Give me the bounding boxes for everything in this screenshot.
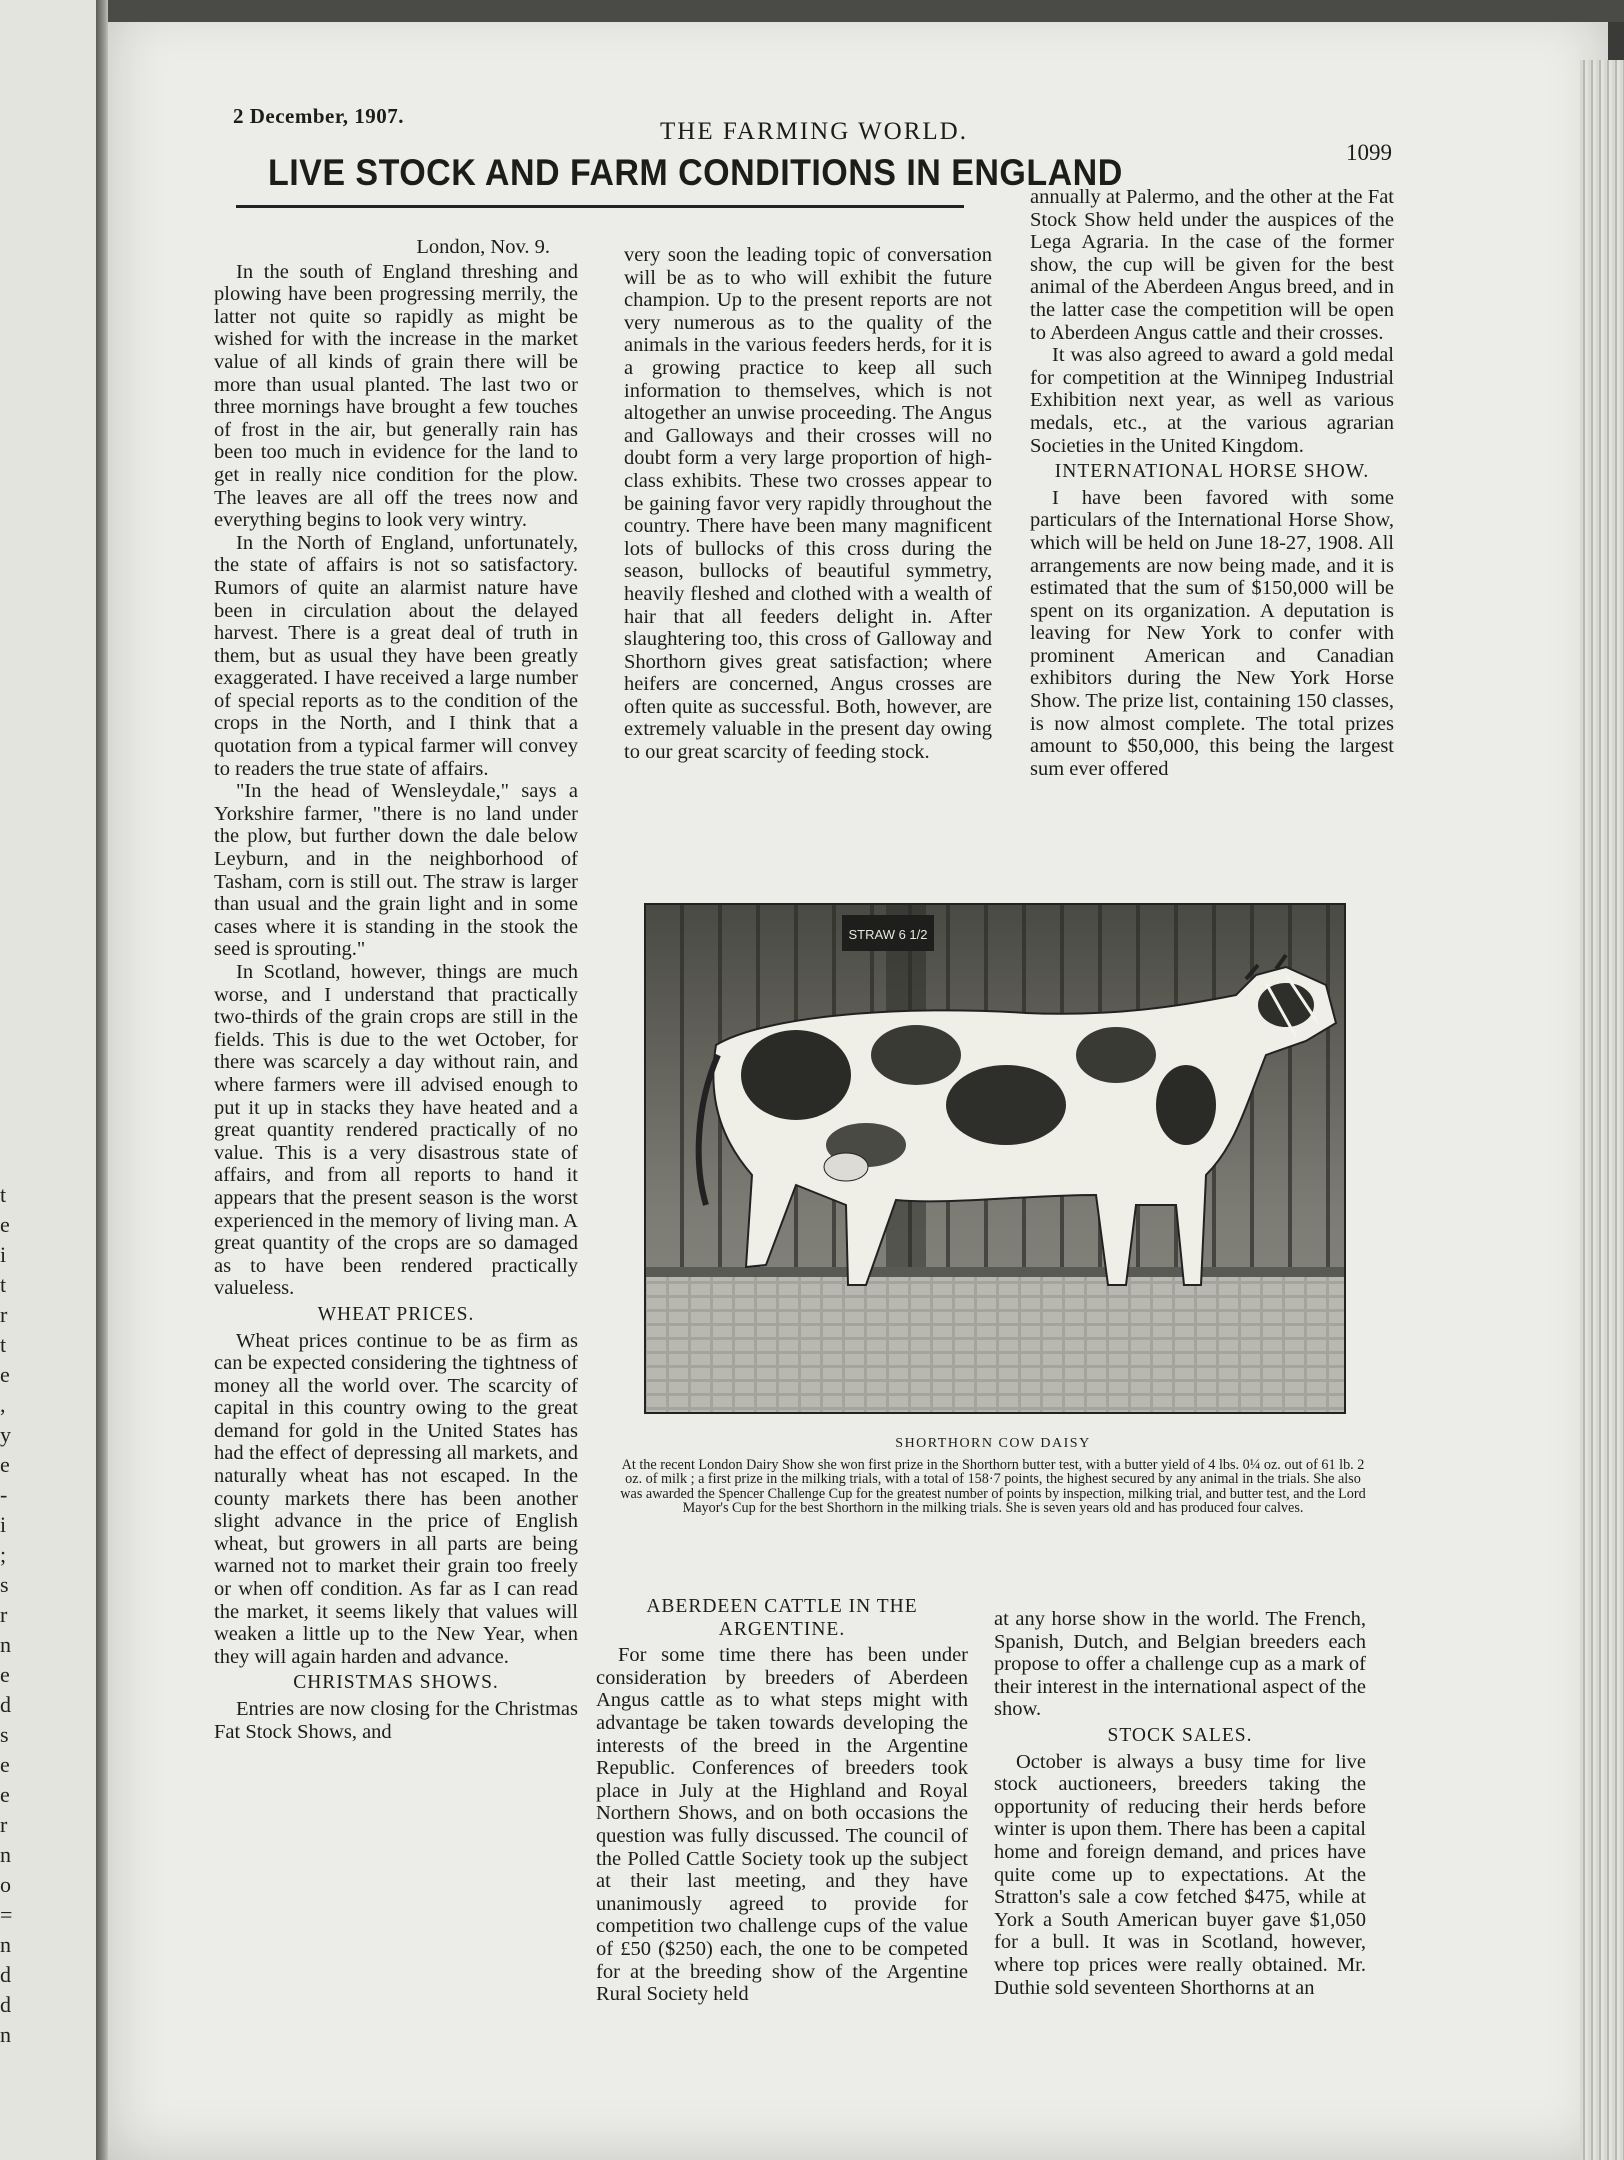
strip-letter: n: [0, 2022, 11, 2047]
strip-letter: y: [0, 1422, 11, 1447]
strip-letter: t: [0, 1272, 7, 1297]
strip-letter: s: [0, 1722, 9, 1747]
strip-letter: n: [0, 1842, 11, 1867]
photo-caption-title: SHORTHORN COW DAISY: [895, 1436, 1091, 1451]
strip-letter: i: [0, 1512, 7, 1537]
headline-rule: [236, 205, 964, 208]
strip-letter: ;: [0, 1542, 7, 1567]
paragraph: In the south of England threshing and plowing have been progressing merrily, the latter not quite so rapidly as might be wished for with the increase in the market value of all kinds of grain there will be more than usual planted. The last two or three mornings have brought a few touches of frost in the air, but generally rain has been too much in evidence for the land to get in really nice condition for the plow. The leaves are all off the trees now and everything begins to look very wintry.: [214, 260, 578, 532]
paragraph: For some time there has been under consideration by breeders of Aberdeen Angus cattle as to what steps might with advantage be taken towards developing the interests of the breed in the Argentine Republic. Conferences of breeders took place in July at the Highland and Royal Northern Shows, and on both occasions the question was fully discussed. The council of the Polled Cattle Society took up the subject at their last meeting, and they have unanimously agreed to provide for competition two challenge cups of the value of £50 ($250) each, the one to be competed for at the breeding show of the Argentine Rural Society held: [596, 1644, 968, 2006]
strip-letter: d: [0, 1692, 11, 1717]
strip-letter: n: [0, 1632, 11, 1657]
column-2-lower: [596, 1592, 968, 2006]
paragraph: In Scotland, however, things are much worse, and I understand that practically two-thirds of the grain crops are still in the fields. This is due to the wet October, for there was scarcely a day without rain, and where farmers were ill advised enough to put it up in stacks they have heated and a great quantity rendered practically of no value. This is a very disastrous state of affairs, and from all reports to hand it appears that the present season is the worst experienced in the memory of living man. A great quantity of the crops are so damaged as to have been rendered practically valueless.: [214, 961, 578, 1300]
column-2-upper: [624, 244, 992, 764]
publication-title: THE FARMING WORLD.: [660, 118, 968, 145]
paragraph: annually at Palermo, and the other at the Fat Stock Show held under the auspices of the Lega Agraria. In the case of the former show, the cup will be given for the best animal of the Aberdeen Angus breed, and in the latter case the competition will be open to Aberdeen Angus cattle and their crosses.: [1030, 186, 1394, 344]
previous-page-letters: [0, 1180, 30, 2050]
strip-letter: ,: [0, 1392, 6, 1417]
dateline: London, Nov. 9.: [416, 236, 550, 258]
page-number: 1099: [1346, 140, 1392, 165]
scan-top-edge: [108, 0, 1624, 22]
paragraph: Entries are now closing for the Christmas Fat Stock Shows, and: [214, 1698, 578, 1743]
strip-letter: e: [0, 1782, 10, 1807]
column-1: [214, 236, 578, 1743]
paragraph: I have been favored with some particulars of the International Horse Show, which will be held on June 18-27, 1908. All arrangements are now being made, and it is estimated that the sum of $150,000 will be spent on its organization. A deputation is leaving for New York to confer with prominent American and Canadian exhibitors during the New York Horse Show. The prize list, containing 150 classes, is now almost complete. The total prizes amount to $50,000, this being the largest sum ever offered: [1030, 486, 1394, 780]
paragraph: very soon the leading topic of conversation will be as to who will exhibit the future champion. Up to the present reports are not very numerous as to the quality of the animals in the various feeders herds, for it is a growing practice to keep all such information to themselves, which is not altogether an unwise proceeding. The Angus and Galloways and their crosses will no doubt form a very large proportion of high-class exhibits. These two crosses appear to be gaining favor very rapidly throughout the country. There have been many magnificent lots of bullocks of this cross during the season, bullocks of beautiful symmetry, heavily fleshed and clothed with a wealth of hair that all feeders delight in. After slaughtering too, this cross of Galloway and Shorthorn gives great satisfaction; where heifers are concerned, Angus crosses are often quite as successful. Both, however, are extremely valuable in the present day owing to our great scarcity of feeding stock.: [624, 244, 992, 764]
strip-letter: d: [0, 1992, 11, 2017]
strip-letter: r: [0, 1602, 8, 1627]
strip-letter: e: [0, 1212, 10, 1237]
strip-letter: n: [0, 1932, 11, 1957]
previous-page-strip: [0, 0, 108, 2160]
strip-letter: t: [0, 1182, 7, 1207]
strip-letter: t: [0, 1332, 7, 1357]
strip-letter: i: [0, 1242, 7, 1267]
paragraph: "In the head of Wensleydale," says a Yorkshire farmer, "there is no land under the plow, but further down the dale below Leyburn, and in the neighborhood of Tasham, corn is still out. The straw is larger than usual and the grain light and in some cases where it is standing in the stook the seed is sprouting.": [214, 780, 578, 961]
strip-letter: d: [0, 1962, 11, 1987]
strip-letter: s: [0, 1572, 9, 1597]
article-headline: LIVE STOCK AND FARM CONDITIONS IN ENGLAND: [268, 152, 1123, 193]
subheading-wheat-prices: WHEAT PRICES.: [317, 1303, 475, 1325]
stall-sign: STRAW 6 1/2: [848, 927, 928, 942]
column-3-upper: [1030, 186, 1394, 780]
paragraph: In the North of England, unfortunately, the state of affairs is not so satisfactory. Rumors of quite an alarmist nature have been in circulation about the delayed harvest. There is a great deal of truth in them, but as usual they have been greatly exaggerated. I have received a large number of special reports as to the condition of the crops in the North, and I think that a quotation from a typical farmer will convey to readers the true state of affairs.: [214, 531, 578, 780]
photo-caption-text: At the recent London Dairy Show she won first prize in the Shorthorn butter test, with a butter yield of 4 lbs. 0¼ oz. out of 61 lb. 2 oz. of milk ; a first prize in the milking trials, with a total of 158·7 points, the highest secured by any animal in the trials. She also was awarded the Spencer Challenge Cup for the greatest number of points by inspection, milking trial, and butter test, and the Lord Mayor's Cup for the best Shorthorn in the milking trials. She is seven years old and has produced four calves.: [620, 1457, 1366, 1516]
paragraph: October is always a busy time for live stock auctioneers, breeders taking the opportunity of reducing their herds before winter is upon them. There has been a capital home and foreign demand, and prices have quite come up to expectations. At the Stratton's sale a cow fetched $475, while at York a South American buyer gave $1,050 for a bull. It was in Scotland, however, where top prices were really obtained. Mr. Duthie sold seventeen Shorthorns at an: [994, 1750, 1366, 1999]
paragraph: It was also agreed to award a gold medal for competition at the Winnipeg Industrial Exhibition next year, as well as various medals, etc., at the various agrarian Societies in the United Kingdom.: [1030, 344, 1394, 457]
subheading-christmas-shows: CHRISTMAS SHOWS.: [293, 1672, 499, 1694]
strip-letter: e: [0, 1452, 10, 1477]
column-3-lower: [994, 1608, 1366, 1999]
paragraph: at any horse show in the world. The French, Spanish, Dutch, and Belgian breeders each propose to offer a challenge cup as a mark of their interest in the international aspect of the show.: [994, 1608, 1366, 1721]
cow-photograph: [644, 903, 1346, 1414]
strip-letter: r: [0, 1812, 8, 1837]
strip-letter: r: [0, 1302, 8, 1327]
shorthorn-cow-illustration: [646, 905, 1344, 1412]
subheading-international-horse-show: INTERNATIONAL HORSE SHOW.: [1054, 461, 1370, 483]
strip-letter: e: [0, 1752, 10, 1777]
strip-letter: -: [0, 1482, 8, 1507]
strip-letter: e: [0, 1362, 10, 1387]
strip-letter: =: [0, 1902, 13, 1927]
book-page-edges: [1580, 60, 1624, 2160]
paragraph: Wheat prices continue to be as firm as can be expected considering the tightness of money all the world over. The scarcity of capital in this country owing to the great demand for gold in the United States has had the effect of depressing all markets, and naturally wheat has not escaped. In the county markets there has been another slight advance in the price of English wheat, but growers in all parts are being warned not to market their grain too freely or when off condition. As far as I can read the market, it seems likely that values will weaken a little up to the New Year, when they will again harden and advance.: [214, 1329, 578, 1668]
strip-letter: o: [0, 1872, 11, 1897]
strip-letter: e: [0, 1662, 10, 1687]
subheading-aberdeen-cattle: ABERDEEN CATTLE IN THE ARGENTINE.: [646, 1596, 918, 1640]
issue-date: 2 December, 1907.: [233, 104, 405, 128]
subheading-stock-sales: STOCK SALES.: [1107, 1724, 1253, 1746]
